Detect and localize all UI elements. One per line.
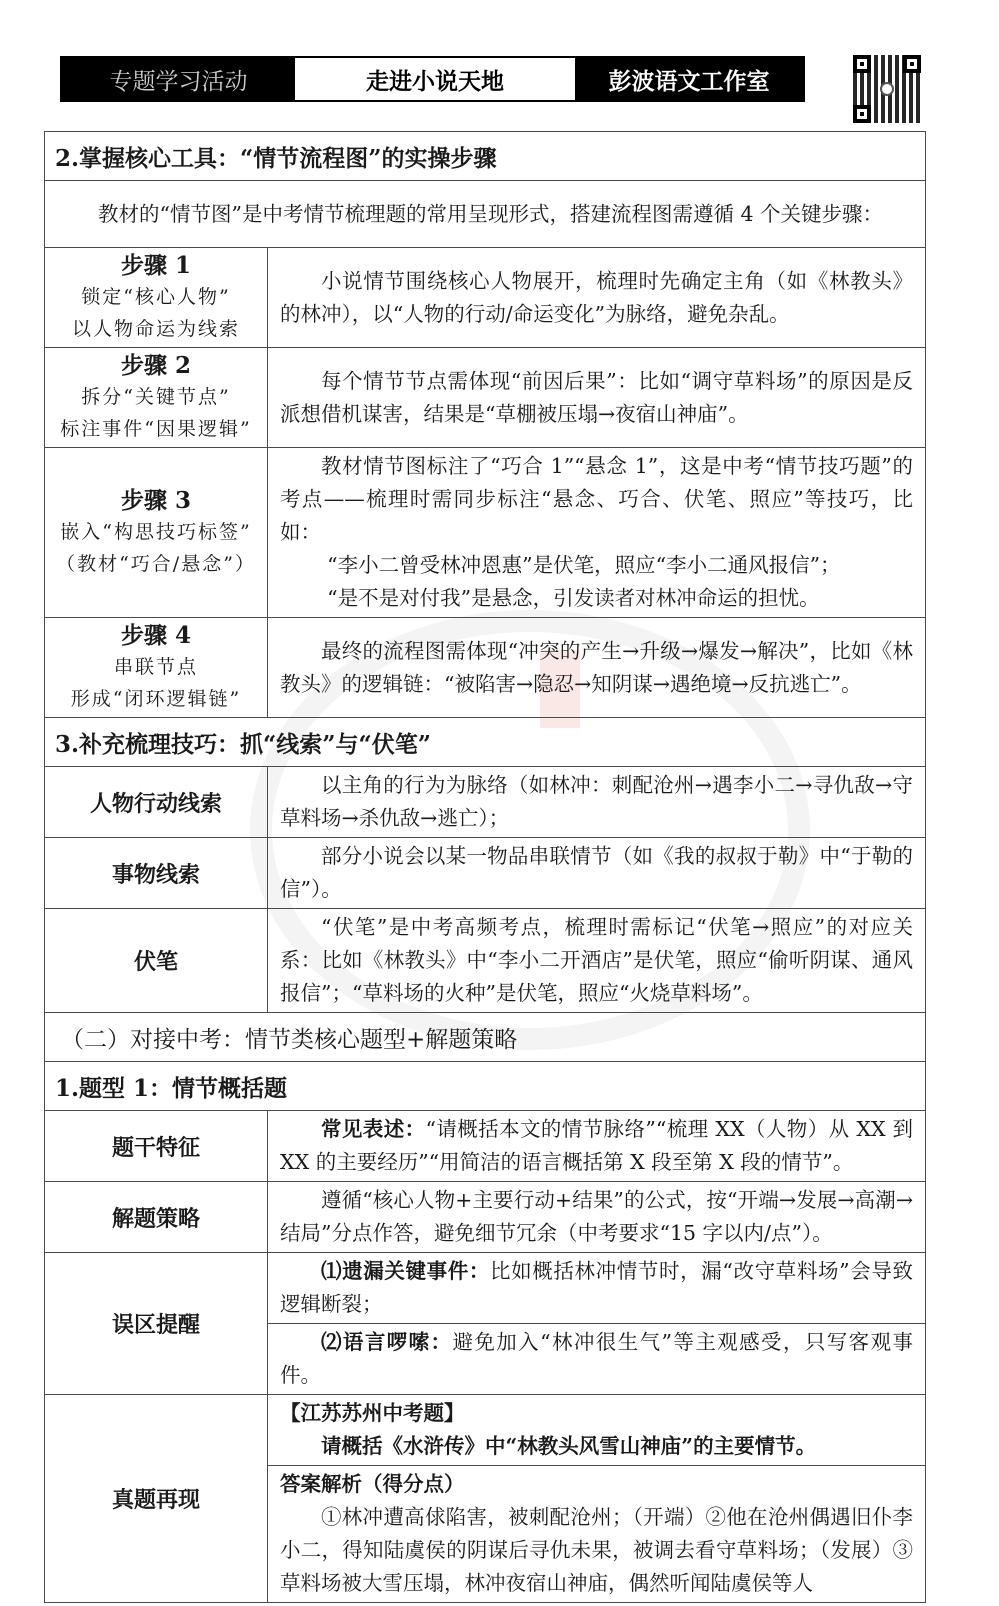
qr-finder-pattern	[903, 55, 921, 73]
step4-label	[45, 618, 268, 718]
stem-lead: 常见表述：	[321, 1117, 426, 1141]
step2-sub1: 拆分“关键节点”	[81, 385, 231, 408]
qr-logo	[880, 82, 894, 96]
part2-title: （二）对接中考：情节类核心题型+解题策略	[45, 1013, 926, 1062]
foreshadow-content: “伏笔”是中考高频考点，梳理时需标记“伏笔→照应”的对应关系：比如《林教头》中“李小二开酒店”是伏笔，照应“偷听阴谋、通风报信”；“草料场的火种”是伏笔，照应“火烧草料场”。	[280, 915, 913, 1005]
foreshadow-label: 伏笔	[45, 909, 268, 1013]
header-bar	[60, 56, 805, 102]
step1-title: 步骤 1	[120, 251, 191, 279]
step1-label	[45, 248, 268, 348]
step3-example-1: “李小二曾受林冲恩惠”是伏笔，照应“李小二通风报信”；	[327, 553, 841, 577]
step1-sub1: 锁定“核心人物”	[81, 285, 231, 308]
step3-label	[45, 448, 268, 618]
real-exam-label: 真题再现	[45, 1395, 268, 1603]
step1-sub2: 以人物命运为线索	[71, 317, 240, 340]
step3-sub2: （教材“巧合/悬念”）	[56, 552, 256, 575]
clue-object-label: 事物线索	[45, 838, 268, 909]
answer-title: 答案解析（得分点）	[280, 1472, 465, 1496]
step2-label	[45, 348, 268, 448]
mistake2-text: 避免加入“林冲很生气”等主观感受，只写客观事件。	[280, 1330, 913, 1387]
qr-finder-pattern	[853, 105, 871, 123]
section2-title: 2.掌握核心工具：“情节流程图”的实操步骤	[45, 132, 926, 181]
stem-label: 题干特征	[45, 1111, 268, 1182]
real-exam-question: 请概括《水浒传》中“林教头风雪山神庙”的主要情节。	[321, 1434, 817, 1458]
strategy-label: 解题策略	[45, 1182, 268, 1253]
step1-content: 小说情节围绕核心人物展开，梳理时先确定主角（如《林教头》的林冲），以“人物的行动/命运变化”为脉络，避免杂乱。	[280, 268, 913, 326]
stem-content	[280, 1113, 913, 1179]
mistake1-lead: ⑴遗漏关键事件：	[321, 1259, 491, 1283]
step4-title: 步骤 4	[120, 621, 191, 649]
mistake2-lead: ⑵语言啰嗦：	[321, 1330, 453, 1354]
header-left: 专题学习活动	[62, 58, 295, 100]
section2-intro: 教材的“情节图”是中考情节梳理题的常用呈现形式，搭建流程图需遵循 4 个关键步骤：	[98, 201, 884, 226]
type1-title: 1.题型 1：情节概括题	[45, 1062, 926, 1111]
step4-sub2: 形成“闭环逻辑链”	[70, 687, 242, 710]
qr-code-icon[interactable]	[853, 55, 921, 123]
clue-action-content: 以主角的行为为脉络（如林冲：刺配沧州→遇李小二→寻仇敌→守草料场→杀仇敌→逃亡）；	[280, 773, 913, 830]
real-exam-source: 【江苏苏州中考题】	[280, 1401, 465, 1425]
content-table	[44, 131, 926, 1603]
mistake-label: 误区提醒	[45, 1253, 268, 1395]
step4-sub1: 串联节点	[113, 655, 198, 678]
step3-sub1: 嵌入“构思技巧标签”	[60, 520, 252, 543]
step3-content: 教材情节图标注了“巧合 1”“悬念 1”，这是中考“情节技巧题”的考点——梳理时需同步标注“悬念、巧合、伏笔、照应”等技巧，比如：	[280, 454, 913, 544]
mistake2-content	[280, 1326, 913, 1392]
section3-title: 3.补充梳理技巧：抓“线索”与“伏笔”	[45, 718, 926, 767]
step2-content: 每个情节节点需体现“前因后果”：比如“调守草料场”的原因是反派想借机谋害，结果是“草棚被压塌→夜宿山神庙”。	[280, 368, 913, 426]
step2-sub2: 标注事件“因果逻辑”	[60, 417, 252, 440]
strategy-content: 遵循“核心人物+主要行动+结果”的公式，按“开端→发展→高潮→结局”分点作答，避免细节冗余（中考要求“15 字以内/点”）。	[280, 1188, 913, 1245]
step2-title: 步骤 2	[120, 351, 191, 379]
stem-text: “请概括本文的情节脉络”“梳理 XX（人物）从 XX 到 XX 的主要经历”“用简洁的语言概括第 X 段至第 X 段的情节”。	[280, 1117, 914, 1174]
step3-title: 步骤 3	[120, 486, 191, 514]
mistake1-text: 比如概括林冲情节时，漏“改守草料场”会导致逻辑断裂；	[280, 1259, 913, 1316]
step4-content: 最终的流程图需体现“冲突的产生→升级→爆发→解决”，比如《林教头》的逻辑链：“被陷害→隐忍→知阴谋→遇绝境→反抗逃亡”。	[280, 638, 913, 696]
mistake1-content	[280, 1255, 913, 1321]
step3-example-2: “是不是对付我”是悬念，引发读者对林冲命运的担忧。	[327, 586, 820, 610]
answer-text: ①林冲遭高俅陷害，被刺配沧州；（开端）②他在沧州偶遇旧仆李小二，得知陆虞侯的阴谋后寻仇未果，被调去看守草料场；（发展）③草料场被大雪压塌，林冲夜宿山神庙，偶然听闻陆虞侯等人	[280, 1505, 913, 1595]
clue-action-label: 人物行动线索	[45, 767, 268, 838]
qr-finder-pattern	[853, 55, 871, 73]
clue-object-content: 部分小说会以某一物品串联情节（如《我的叔叔于勒》中“于勒的信”）。	[280, 844, 913, 901]
header-right: 彭波语文工作室	[575, 58, 803, 100]
header-center: 走进小说天地	[295, 58, 575, 100]
